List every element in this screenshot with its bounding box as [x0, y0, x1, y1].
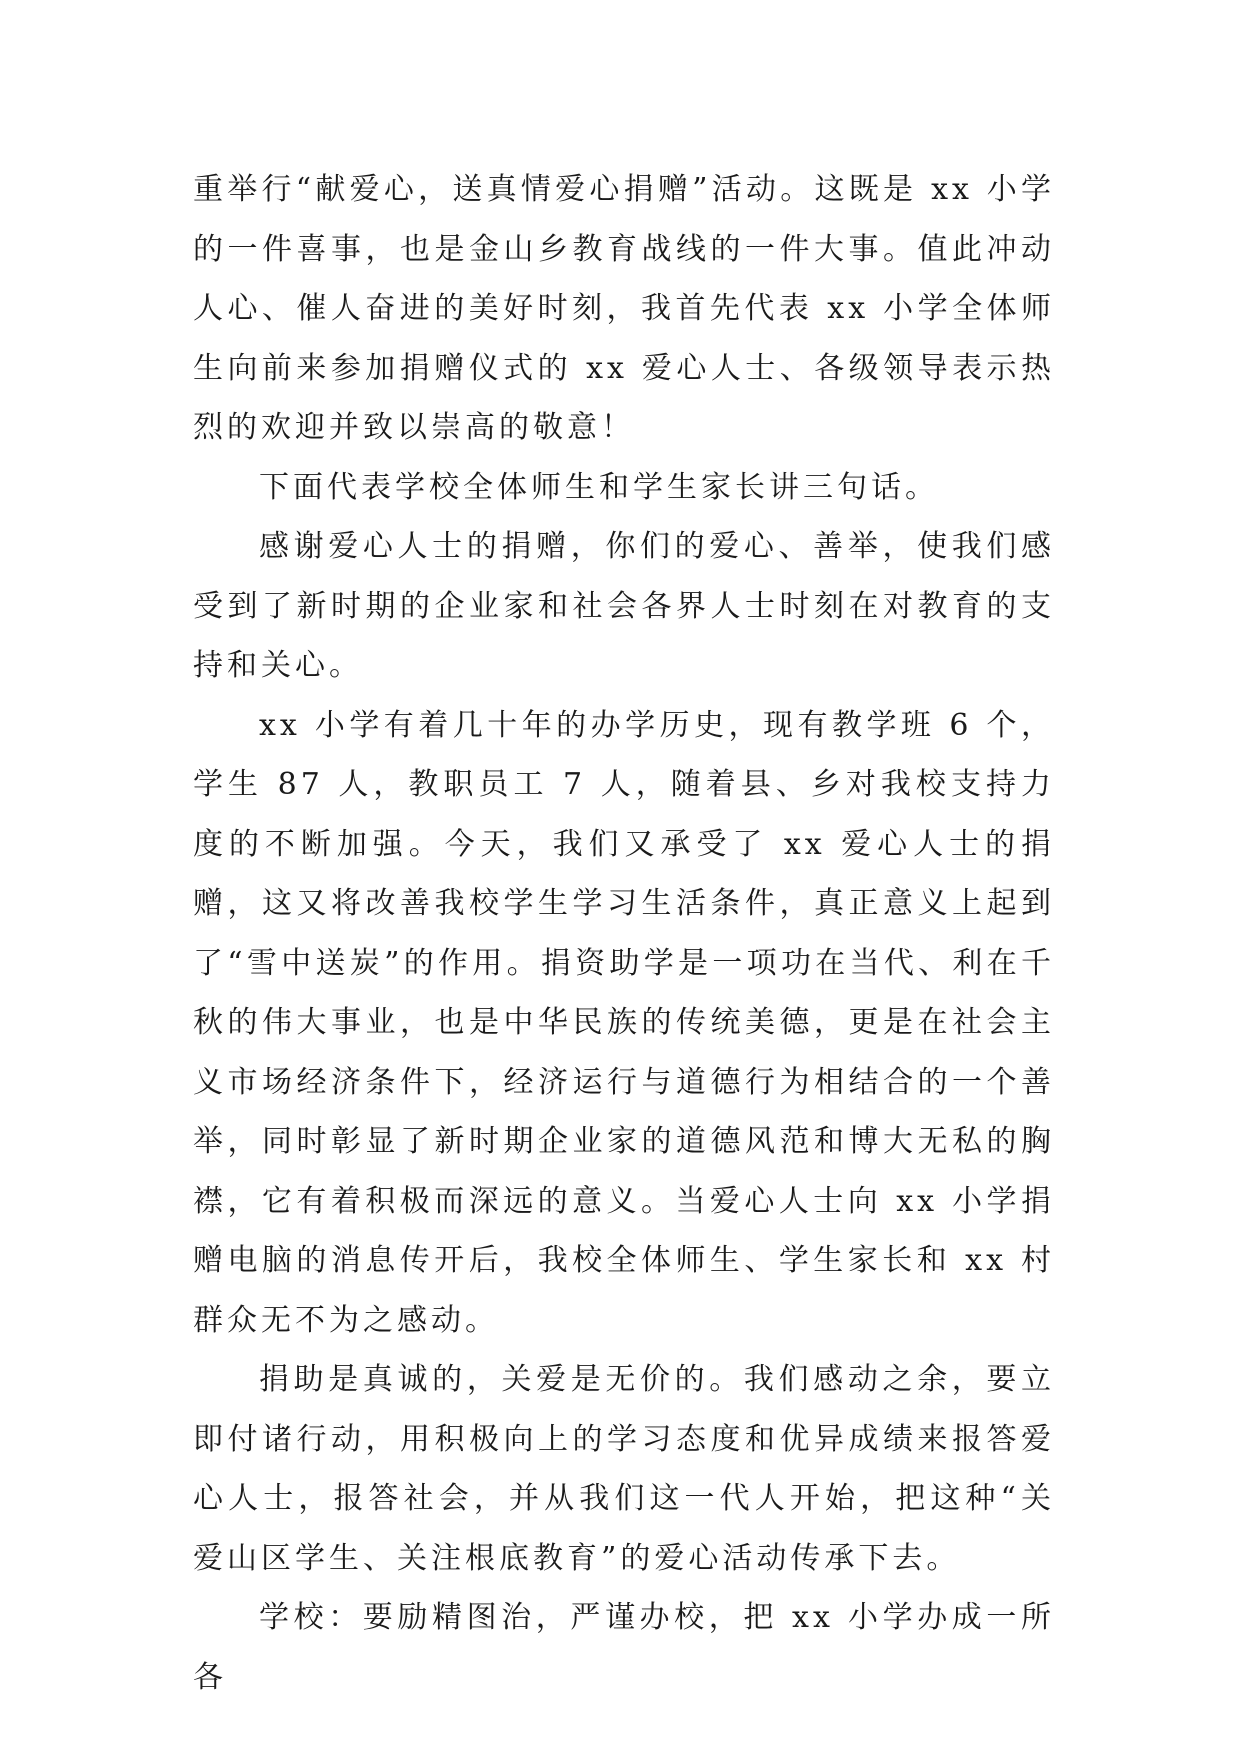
- paragraph-gratitude-action: 捐助是真诚的，关爱是无价的。我们感动之余，要立即付诸行动，用积极向上的学习态度和优异成绩来报答爱心人士，报答社会，并从我们这一代人开始，把这种“关爱山区学生、关注根底教育”的爱心活动传承下去。: [193, 1362, 1055, 1576]
- paragraph-continuation: 重举行“献爱心，送真情爱心捐赠”活动。这既是 xx 小学的一件喜事，也是金山乡教育战线的一件大事。值此冲动人心、催人奋进的美好时刻，我首先代表 xx 小学全体师生向前来参加捐赠仪式的 xx 爱心人士、各级领导表示热烈的欢迎并致以崇高的敬意！: [193, 172, 1055, 445]
- paragraph-school-history: xx 小学有着几十年的办学历史，现有教学班 6 个，学生 87 人，教职员工 7 人，随着县、乡对我校支持力度的不断加强。今天，我们又承受了 xx 爱心人士的捐赠，这又将改善我校学生学习生活条件，真正意义上起到了“雪中送炭”的作用。捐资助学是一项功在当代、利在千秋的伟大事业，也是中华民族的传统美德，更是在社会主义市场经济条件下，经济运行与道德行为相结合的一个善举，同时彰显了新时期企业家的道德风范和博大无私的胸襟，它有着积极而深远的意义。当爱心人士向 xx 小学捐赠电脑的消息传开后，我校全体师生、学生家长和 xx 村群众无不为之感动。: [193, 707, 1055, 1338]
- paragraph-school-pledge: 学校：要励精图治，严谨办校，把 xx 小学办成一所各: [193, 1600, 1055, 1695]
- paragraph-thanks: 感谢爱心人士的捐赠，你们的爱心、善举，使我们感受到了新时期的企业家和社会各界人士时刻在对教育的支持和关心。: [193, 529, 1055, 683]
- document-body: [193, 160, 1055, 1707]
- paragraph-intro: 下面代表学校全体师生和学生家长讲三句话。: [259, 469, 939, 505]
